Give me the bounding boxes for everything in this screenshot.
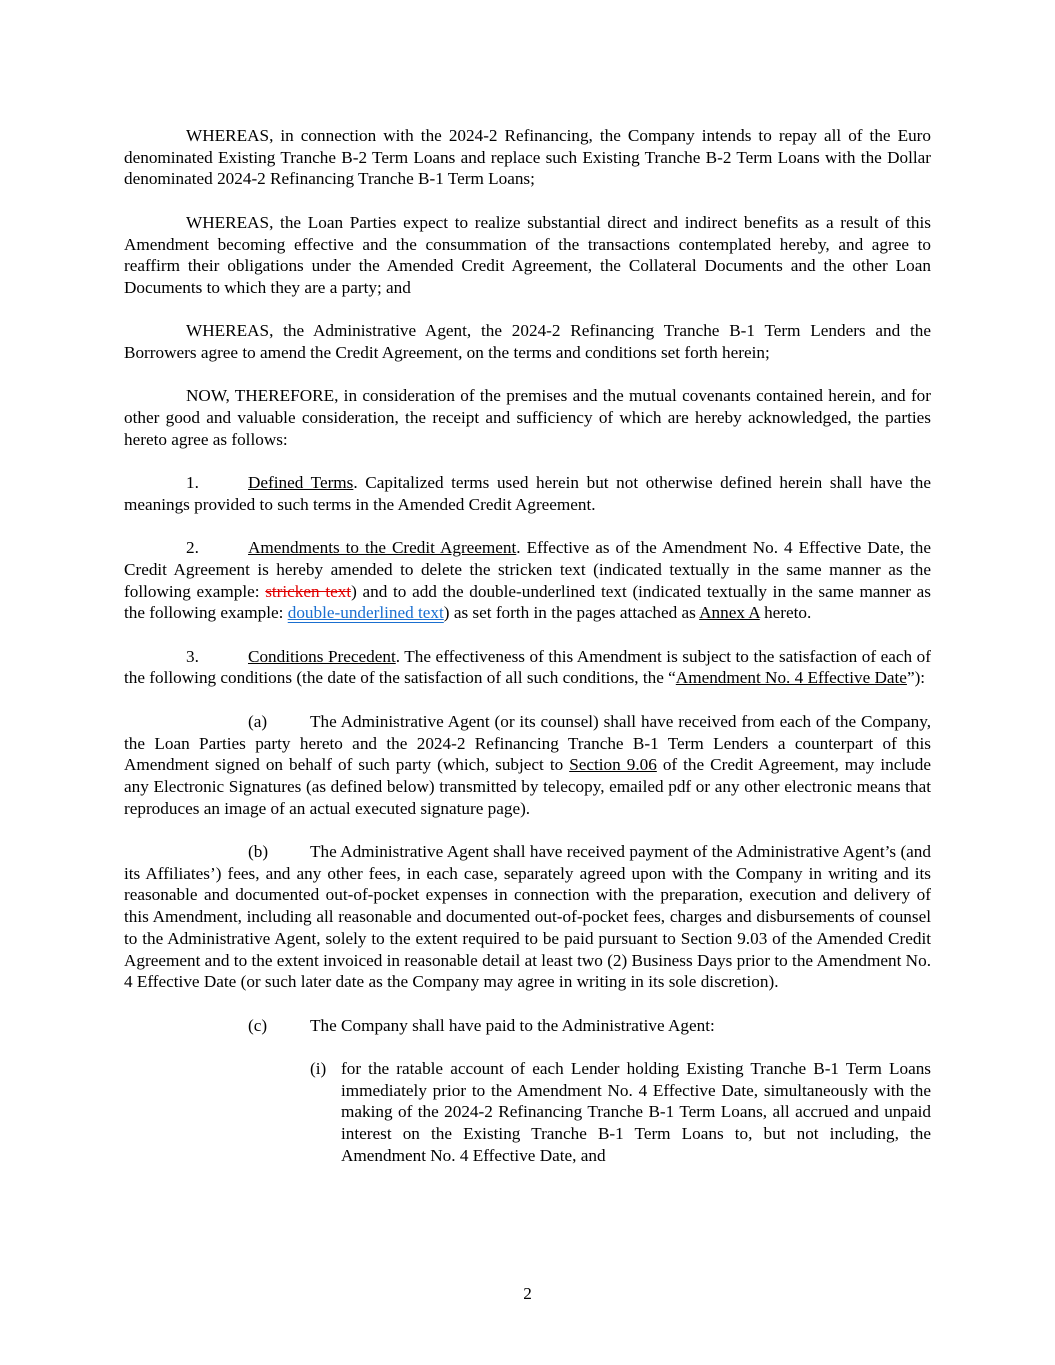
section-2 xyxy=(124,537,931,624)
clause-c-i xyxy=(310,1058,931,1167)
section-2-heading: Amendments to the Credit Agreement xyxy=(248,538,517,558)
clause-c-i-label: (i) xyxy=(310,1059,327,1079)
clause-b xyxy=(124,841,931,993)
whereas-paragraph-1: WHEREAS, in connection with the 2024-2 Refinancing, the Company intends to repay all of the Euro denominated Existing Tranche B-2 Term Loans and replace such Existing Tranche B-2 Term Loans with the Dollar denominated 2024-2 Refinancing Tranche B-1 Term Loans; xyxy=(124,126,931,189)
whereas-paragraph-3: WHEREAS, the Administrative Agent, the 2024-2 Refinancing Tranche B-1 Term Lenders and the Borrowers agree to amend the Credit Agreement, on the terms and conditions set forth herein; xyxy=(124,321,931,362)
section-1-text: . Capitalized terms used herein but not otherwise defined herein shall have the meanings provided to such terms in the Amended Credit Agreement. xyxy=(124,473,932,514)
section-3-heading: Conditions Precedent xyxy=(248,646,396,666)
clause-a-text-b: of the Credit Agreement, may include any Electronic Signatures (as defined below) transmitted by telecopy, emailed pdf or any other electronic means that reproduces an image of an actual executed signature page). xyxy=(124,755,931,818)
clause-c xyxy=(248,1015,931,1037)
clause-b-text: The Administrative Agent shall have received payment of the Administrative Agent’s (and its Affiliates’) fees, and any other fees, in each case, separately agreed upon with the Company in writing and its reasonable and documented out-of-pocket expenses in connection with the preparation, execution and delivery of this Amendment, including all reasonable and documented out-of-pocket fees, charges and disbursements of counsel to the Administrative Agent, solely to the extent required to be paid pursuant to Section 9.03 of the Amended Credit Agreement and to the extent invoiced in reasonable detail at least two (2) Business Days prior to the Amendment No. 4 Effective Date (or such later date as the Company may agree in writing in its sole discretion). xyxy=(124,842,931,992)
section-2-text-d: hereto. xyxy=(759,603,812,623)
section-2-text-b: ) and to add the double-underlined text (indicated textually in the same manner as the following example: xyxy=(124,581,931,623)
section-3-text-a: . The effectiveness of this Amendment is subject to the satisfaction of each of the following conditions (the date of the satisfaction of all such conditions, the “ xyxy=(124,646,932,688)
document-page xyxy=(124,125,931,1167)
section-2-text-c: ) as set forth in the pages attached as xyxy=(443,603,700,623)
clause-b-label: (b) xyxy=(248,842,269,862)
clause-a xyxy=(124,711,931,820)
clause-a-label: (a) xyxy=(248,711,268,731)
page-number: 2 xyxy=(523,1284,532,1303)
stricken-text-example: stricken text xyxy=(265,581,352,601)
annex-a-reference: Annex A xyxy=(699,603,760,623)
section-1-heading: Defined Terms xyxy=(248,473,354,493)
section-9-06-reference: Section 9.06 xyxy=(569,755,657,775)
section-3 xyxy=(124,646,931,689)
section-3-number: 3. xyxy=(186,646,199,666)
clause-c-label: (c) xyxy=(248,1015,268,1035)
section-2-number: 2. xyxy=(186,538,199,558)
whereas-paragraph-2: WHEREAS, the Loan Parties expect to realize substantial direct and indirect benefits as a result of this Amendment becoming effective and the consummation of the transactions contemplated hereby, and agree to reaffirm their obligations under the Amended Credit Agreement, the Collateral Documents and the other Loan Documents to which they are a party; and xyxy=(124,212,931,297)
clause-c-i-text: for the ratable account of each Lender holding Existing Tranche B-1 Term Loans immediately prior to the Amendment No. 4 Effective Date, simultaneously with the making of the 2024-2 Refinancing Tranche B-1 Term Loans, all accrued and unpaid interest on the Existing Tranche B-1 Term Loans to, but not including, the Amendment No. 4 Effective Date, and xyxy=(341,1059,931,1165)
section-1-number: 1. xyxy=(186,473,199,493)
clause-a-text-a: The Administrative Agent (or its counsel) shall have received from each of the Company, the Loan Parties party hereto and the 2024-2 Refinancing Tranche B-1 Term Lenders a counterpart of this Amendment signed on behalf of such party (which, subject to xyxy=(124,711,931,775)
section-1 xyxy=(124,472,931,515)
clause-c-text: The Company shall have paid to the Administrative Agent: xyxy=(310,1015,715,1035)
section-3-text-b: ”): xyxy=(906,668,926,688)
double-underlined-text-example[interactable]: double-underlined text xyxy=(287,603,444,623)
now-therefore-paragraph: NOW, THEREFORE, in consideration of the premises and the mutual covenants contained herein, and for other good and valuable consideration, the receipt and sufficiency of which are hereby acknowledged, the parties hereto agree as follows: xyxy=(124,386,931,449)
amendment-effective-date-term: Amendment No. 4 Effective Date xyxy=(675,668,907,688)
section-2-text-a: . Effective as of the Amendment No. 4 Effective Date, the Credit Agreement is hereby amended to delete the stricken text (indicated textually in the same manner as the following example: xyxy=(124,538,931,601)
